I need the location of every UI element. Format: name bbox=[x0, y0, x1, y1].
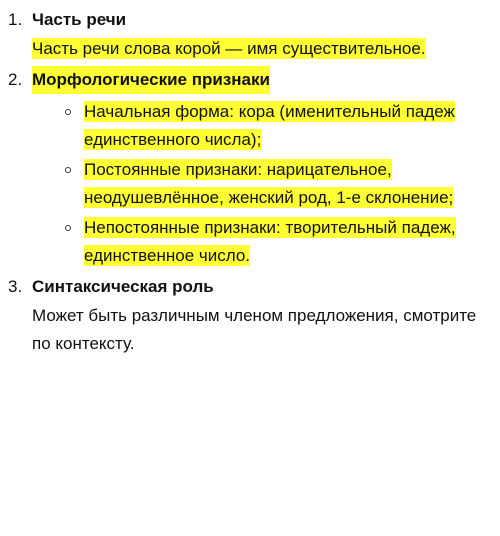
section-syntactic-role bbox=[8, 274, 486, 359]
section-morphological-features bbox=[8, 66, 486, 271]
section-number: 1. bbox=[8, 10, 23, 29]
highlighted-text: Постоянные признаки: нарицательное, неодушевлённое, женский род, 1-е склонение; bbox=[84, 159, 454, 207]
list-item bbox=[8, 214, 486, 271]
list-item bbox=[8, 156, 486, 213]
section-title: Синтаксическая роль bbox=[32, 276, 214, 296]
circle-bullet-icon bbox=[65, 167, 71, 173]
section-number: 2. bbox=[8, 69, 23, 89]
features-list bbox=[8, 94, 486, 271]
section-heading bbox=[8, 274, 486, 300]
section-paragraph bbox=[8, 33, 486, 64]
section-heading bbox=[8, 66, 486, 94]
circle-bullet-icon bbox=[65, 225, 71, 231]
word-analysis-list bbox=[8, 7, 486, 359]
section-title: Часть речи bbox=[32, 10, 127, 29]
section-paragraph: Может быть различным членом предложения, смотрите по контексту. bbox=[32, 305, 477, 353]
highlighted-text: Начальная форма: кора (именительный падеж единственного числа); bbox=[84, 101, 455, 149]
section-title: Морфологические признаки bbox=[32, 66, 270, 94]
highlighted-text: Непостоянные признаки: творительный падеж, единственное число. bbox=[84, 217, 456, 265]
section-part-of-speech bbox=[8, 7, 486, 64]
section-number: 3. bbox=[8, 276, 23, 296]
list-item bbox=[8, 98, 486, 155]
section-heading bbox=[8, 7, 486, 33]
highlighted-text: Часть речи слова корой — имя существительное. bbox=[32, 39, 426, 58]
circle-bullet-icon bbox=[65, 109, 71, 115]
